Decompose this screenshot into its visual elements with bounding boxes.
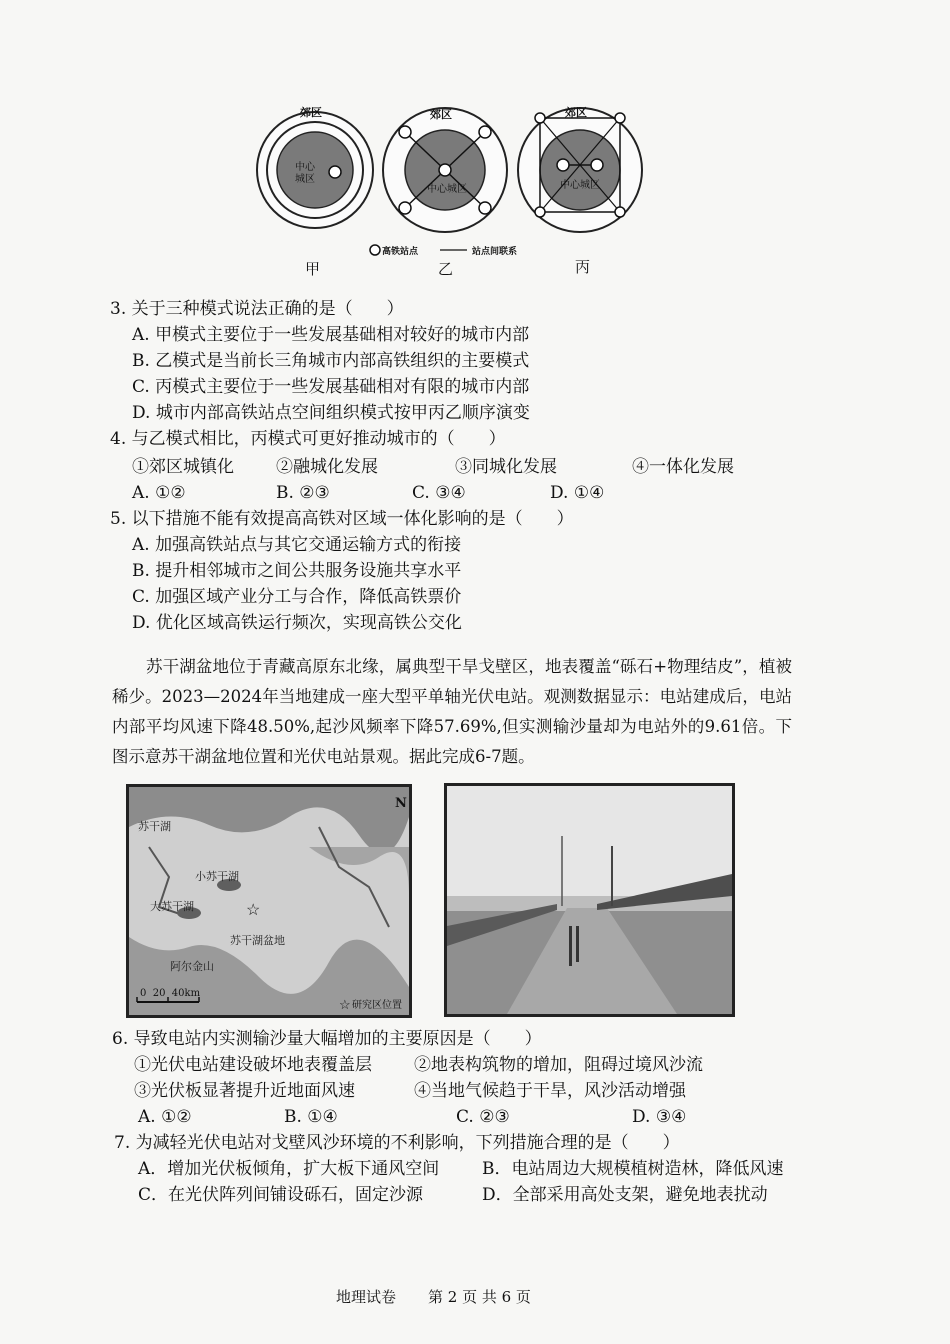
q5-option-a[interactable]: A. 加强高铁站点与其它交通运输方式的衔接 <box>132 535 462 555</box>
label-yi: 乙 <box>438 260 454 278</box>
legend-station-icon <box>370 245 380 255</box>
q7-option-c[interactable]: C．在光伏阵列间铺设砾石，固定沙源 <box>138 1185 424 1205</box>
q7-option-a[interactable]: A．增加光伏板倾角，扩大板下通风空间 <box>138 1159 440 1179</box>
q5-option-c[interactable]: C. 加强区域产业分工与合作，降低高铁票价 <box>132 587 462 607</box>
q6-item-1: ①光伏电站建设破坏地表覆盖层 <box>134 1055 372 1075</box>
q4-option-a[interactable]: A. ①② <box>132 483 186 503</box>
station-node <box>557 159 569 171</box>
station-node <box>591 159 603 171</box>
q6-option-a[interactable]: A. ①② <box>138 1107 192 1127</box>
map-label-xiao: 小苏干湖 <box>195 870 239 883</box>
q3-option-c[interactable]: C. 丙模式主要位于一些发展基础相对有限的城市内部 <box>132 377 530 397</box>
zone-label-c: 郊区 <box>565 106 587 119</box>
q4-stem: 4. 与乙模式相比，丙模式可更好推动城市的（ ） <box>110 429 506 449</box>
q6-item-4: ④当地气候趋于干旱，风沙活动增强 <box>414 1081 686 1101</box>
q7-stem: 7. 为减轻光伏电站对戈壁风沙环境的不利影响，下列措施合理的是（ ） <box>114 1133 680 1153</box>
model-c <box>518 108 642 232</box>
label-bing: 丙 <box>575 258 591 276</box>
center-label-c: 中心城区 <box>560 180 600 191</box>
footer-page: 第 2 页 共 6 页 <box>428 1288 531 1306</box>
legend-link-label: 站点间联系 <box>472 247 518 257</box>
map-legend: 研究区位置 <box>352 1000 402 1011</box>
station-node <box>399 202 411 214</box>
station-node <box>479 202 491 214</box>
map-label-basin: 苏干湖盆地 <box>230 934 285 947</box>
passage-text: 苏干湖盆地位于青藏高原东北缘，属典型干旱戈壁区，地表覆盖“砾石+物理结皮”，植被稀少。2023—2024年当地建成一座大型平单轴光伏电站。观测数据显示：电站建成后，电站内部平均风速下降48.50%,起沙风频率下降57.69%,但实测输沙量却为电站外的9.61倍。下图示意苏干湖盆地位置和光伏电站景观。据此完成6-7题。 <box>112 657 792 766</box>
solar-scene <box>447 786 732 1014</box>
center-label-a: 中心 城区 <box>295 162 315 185</box>
map-label-aerjin: 阿尔金山 <box>170 960 214 973</box>
q6-option-b[interactable]: B. ①④ <box>284 1107 338 1127</box>
zone-label-a: 郊区 <box>300 106 322 119</box>
q3-option-d[interactable]: D. 城市内部高铁站点空间组织模式按甲丙乙顺序演变 <box>132 403 530 423</box>
map-label-da: 大苏干湖 <box>150 900 194 913</box>
station-node <box>479 126 491 138</box>
q5-option-b[interactable]: B. 提升相邻城市之间公共服务设施共享水平 <box>132 561 462 581</box>
q6-option-d[interactable]: D. ③④ <box>632 1107 687 1127</box>
q6-option-c[interactable]: C. ②③ <box>456 1107 510 1127</box>
q3-option-a[interactable]: A. 甲模式主要位于一些发展基础相对较好的城市内部 <box>132 325 530 345</box>
map-scale: 0 20 40km <box>140 988 201 999</box>
q7-option-d[interactable]: D．全部采用高处支架，避免地表扰动 <box>482 1185 768 1205</box>
q4-item-3: ③同城化发展 <box>455 457 557 477</box>
center-label-b: 中心城区 <box>427 184 467 195</box>
station-node <box>615 113 625 123</box>
station-node <box>399 126 411 138</box>
q3-stem: 3. 关于三种模式说法正确的是（ ） <box>110 299 404 319</box>
legend-star: ☆ <box>339 998 351 1013</box>
q4-item-4: ④一体化发展 <box>632 457 734 477</box>
star-marker: ☆ <box>246 900 261 919</box>
map-north: N <box>395 796 407 811</box>
footer-subject: 地理试卷 <box>336 1288 397 1306</box>
station-node <box>535 207 545 217</box>
station-node <box>535 113 545 123</box>
q5-stem: 5. 以下措施不能有效提高高铁对区域一体化影响的是（ ） <box>110 509 574 529</box>
q7-option-b[interactable]: B．电站周边大规模植树造林，降低风速 <box>482 1159 784 1179</box>
q6-stem: 6. 导致电站内实测输沙量大幅增加的主要原因是（ ） <box>112 1029 542 1049</box>
zone-label-b: 郊区 <box>430 108 452 121</box>
q6-item-2: ②地表构筑物的增加，阻碍过境风沙流 <box>414 1055 703 1075</box>
q5-option-d[interactable]: D. 优化区域高铁运行频次，实现高铁公交化 <box>132 613 462 633</box>
model-b <box>383 108 507 232</box>
q4-option-d[interactable]: D. ①④ <box>550 483 605 503</box>
q4-item-1: ①郊区城镇化 <box>132 457 234 477</box>
solar-station-photo <box>444 783 735 1017</box>
q4-option-b[interactable]: B. ②③ <box>276 483 330 503</box>
q3-option-b[interactable]: B. 乙模式是当前长三角城市内部高铁组织的主要模式 <box>132 351 530 371</box>
station-node <box>329 166 341 178</box>
label-jia: 甲 <box>305 260 321 278</box>
q4-option-c[interactable]: C. ③④ <box>412 483 466 503</box>
legend-station-label: 高铁站点 <box>382 247 419 257</box>
station-node <box>615 207 625 217</box>
map-label-suganhu: 苏干湖 <box>138 820 171 833</box>
station-node <box>439 164 451 176</box>
q4-item-2: ②融城化发展 <box>276 457 378 477</box>
q6-item-3: ③光伏板显著提升近地面风速 <box>134 1081 355 1101</box>
